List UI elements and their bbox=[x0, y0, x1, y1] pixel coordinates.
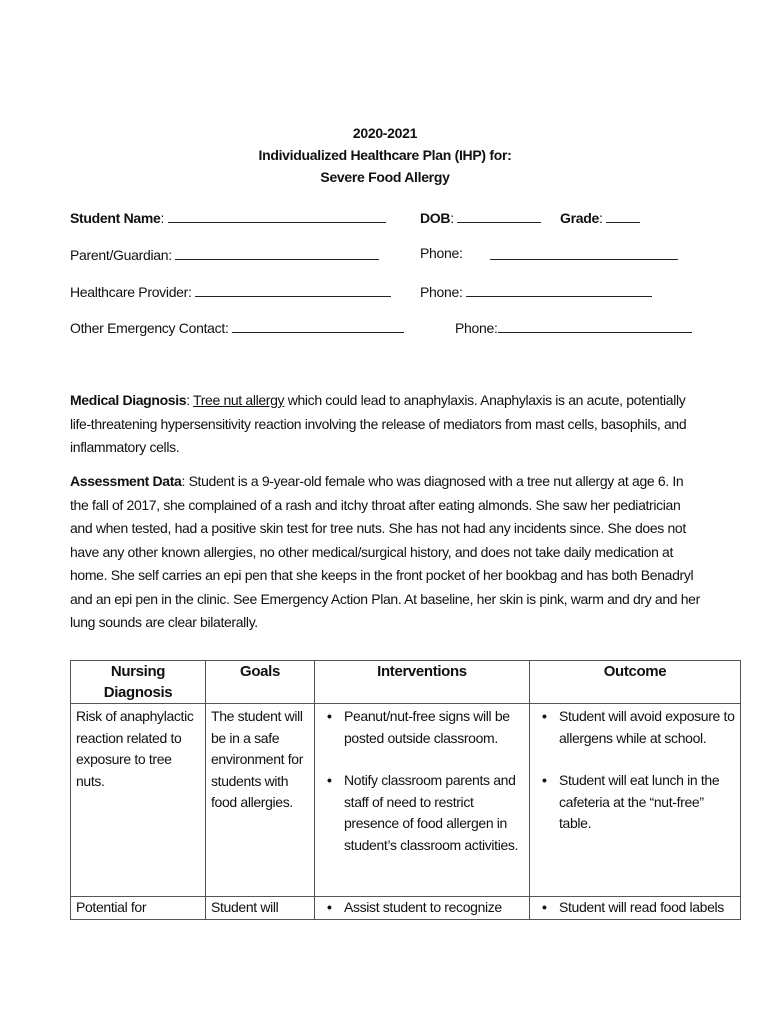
medical-diagnosis-label: Medical Diagnosis bbox=[70, 392, 187, 408]
grade-line[interactable] bbox=[606, 208, 640, 223]
emergency-phone-label: Phone: bbox=[455, 320, 498, 336]
provider-line[interactable] bbox=[195, 282, 391, 297]
diagnosis-name: Tree nut allergy bbox=[193, 392, 285, 408]
student-name-line[interactable] bbox=[168, 208, 386, 223]
provider-phone-line[interactable] bbox=[466, 282, 652, 297]
plan-title: Individualized Healthcare Plan (IHP) for: bbox=[258, 147, 512, 163]
assessment-text: : Student is a 9-year-old female who was diagnosed with a tree nut allergy at age 6. In the fall of 2017, she complained of a rash and itchy throat after eating almonds. She saw her pediatrician and when tested, had a positive skin test for tree nuts. She has not had any incidents since. She does not have any other known allergies, no other medical/surgical history, and does not take daily medication at home. She self carries an epi pen that she keeps in the front pocket of her bookbag and has both Benadryl and an epi pen in the clinic. See Emergency Action Plan. At baseline, her skin is pink, warm and dry and her lung sounds are clear bilaterally. bbox=[70, 473, 700, 630]
outcomes-cell bbox=[530, 704, 741, 897]
emergency-row bbox=[70, 318, 710, 338]
list-item: • Student will read food labels bbox=[559, 897, 736, 919]
outcomes-list bbox=[535, 897, 736, 919]
medical-diagnosis-text: which could lead to anaphylaxis. Anaphylaxis is an acute, potentially life-threatening hypersensitivity reaction involving the release of mediators from mast cells, basophils, and inflammatory cells. bbox=[70, 392, 687, 455]
grade-label: Grade bbox=[560, 210, 599, 226]
dob-line[interactable] bbox=[457, 208, 541, 223]
grade-field[interactable]: Grade: bbox=[560, 208, 640, 226]
parent-phone-line[interactable] bbox=[490, 245, 678, 260]
document-title bbox=[0, 122, 770, 188]
assessment-label: Assessment Data bbox=[70, 473, 182, 489]
list-item: • Assist student to recognize bbox=[344, 897, 525, 919]
dob-label: DOB bbox=[420, 210, 451, 226]
medical-diagnosis-paragraph: Medical Diagnosis: Tree nut allergy which could lead to anaphylaxis. Anaphylaxis is an acute, potentially life-threatening hypersensitivity reaction involving the release of mediators from mast cells, basophils, and inflammatory cells. bbox=[70, 392, 687, 455]
provider-phone-field[interactable] bbox=[420, 282, 652, 300]
parent-phone-field[interactable] bbox=[490, 245, 678, 263]
diagnosis-cell: Potential for bbox=[71, 897, 206, 920]
interventions-cell bbox=[315, 897, 530, 920]
list-item: • Student will avoid exposure to allergens while at school. bbox=[559, 706, 736, 749]
outcomes-cell bbox=[530, 897, 741, 920]
parent-phone-label: Phone: bbox=[420, 245, 463, 261]
diagnosis-cell: Risk of anaphylactic reaction related to exposure to tree nuts. bbox=[71, 704, 206, 897]
interventions-list bbox=[320, 706, 525, 856]
dob-field[interactable]: DOB: bbox=[420, 208, 541, 226]
care-plan-table bbox=[70, 660, 741, 920]
school-year: 2020-2021 bbox=[352, 125, 418, 141]
header-nursing-diagnosis: Nursing Diagnosis bbox=[71, 661, 206, 704]
provider-row bbox=[70, 282, 710, 302]
table-row bbox=[71, 704, 741, 897]
goal-cell: The student will be in a safe environment for students with food allergies. bbox=[206, 704, 315, 897]
parent-field[interactable] bbox=[70, 245, 379, 263]
list-item: • Peanut/nut-free signs will be posted outside classroom. bbox=[344, 706, 525, 749]
emergency-line[interactable] bbox=[232, 318, 404, 333]
table-header-row bbox=[71, 661, 741, 704]
list-item: • Notify classroom parents and staff of need to restrict presence of food allergen in student’s classroom activities. bbox=[344, 770, 525, 856]
condition-title: Severe Food Allergy bbox=[320, 169, 450, 185]
provider-field[interactable] bbox=[70, 282, 391, 300]
table-row bbox=[71, 897, 741, 920]
parent-label: Parent/Guardian: bbox=[70, 247, 172, 263]
provider-label: Healthcare Provider: bbox=[70, 284, 192, 300]
goal-cell: Student will bbox=[206, 897, 315, 920]
emergency-phone-field[interactable] bbox=[455, 318, 692, 336]
emergency-field[interactable] bbox=[70, 318, 404, 336]
student-name-label: Student Name bbox=[70, 210, 161, 226]
header-outcome: Outcome bbox=[530, 661, 741, 704]
header-interventions: Interventions bbox=[315, 661, 530, 704]
assessment-paragraph bbox=[70, 470, 700, 635]
emergency-phone-line[interactable] bbox=[498, 318, 692, 333]
header-goals: Goals bbox=[206, 661, 315, 704]
student-info-row bbox=[70, 208, 710, 228]
parent-line[interactable] bbox=[175, 245, 379, 260]
parent-row bbox=[70, 245, 710, 265]
outcomes-list bbox=[535, 706, 736, 835]
emergency-label: Other Emergency Contact: bbox=[70, 320, 229, 336]
interventions-list bbox=[320, 897, 525, 919]
provider-phone-label: Phone: bbox=[420, 284, 463, 300]
list-item: • Student will eat lunch in the cafeteria at the “nut-free” table. bbox=[559, 770, 736, 835]
student-name-field[interactable]: Student Name: bbox=[70, 208, 386, 226]
interventions-cell bbox=[315, 704, 530, 897]
